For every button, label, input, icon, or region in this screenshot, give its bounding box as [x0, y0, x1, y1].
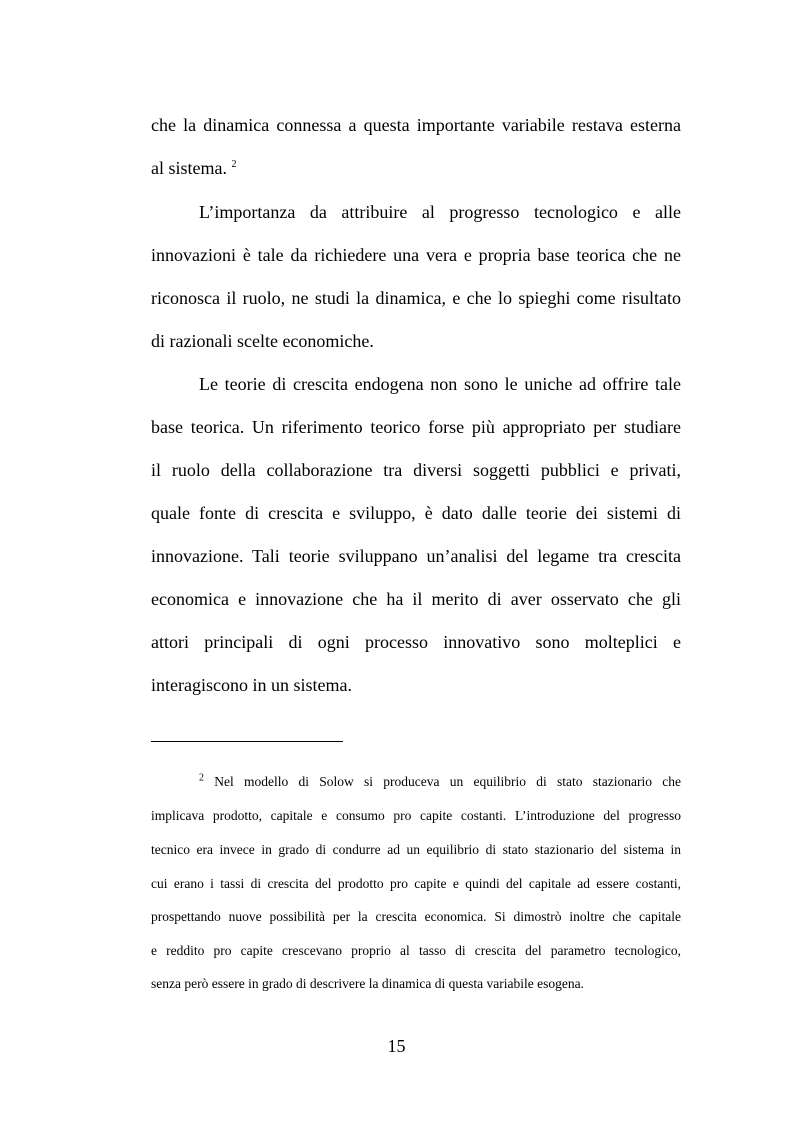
- body-line: di razionali scelte economiche.: [151, 331, 374, 351]
- footnote-line-content: [199, 774, 681, 789]
- body-line: quale fonte di crescita e sviluppo, è dato dalle teorie dei sistemi di: [151, 503, 681, 523]
- body-line: innovazione. Tali teorie sviluppano un’analisi del legame tra crescita: [151, 546, 681, 566]
- body-line: che la dinamica connessa a questa importante variabile restava esterna: [151, 115, 681, 135]
- page-number: 15: [387, 1036, 406, 1056]
- footnote-text: Nel modello di Solow si produceva un equilibrio di stato stazionario che: [214, 774, 682, 789]
- body-line: interagiscono in un sistema.: [151, 675, 352, 695]
- footnote-line: implicava prodotto, capitale e consumo pro capite costanti. L’introduzione del progresso: [151, 808, 681, 823]
- body-line: [151, 157, 681, 179]
- footnote-marker: 2: [199, 772, 204, 784]
- body-line: il ruolo della collaborazione tra diversi soggetti pubblici e privati,: [151, 460, 681, 480]
- body-line: Le teorie di crescita endogena non sono le uniche ad offrire tale: [199, 374, 681, 394]
- body-line: L’importanza da attribuire al progresso tecnologico e alle: [199, 202, 681, 222]
- footnote-separator: [151, 741, 343, 742]
- footnote-line: e reddito pro capite crescevano proprio al tasso di crescita del parametro tecnologico,: [151, 943, 681, 958]
- body-line: economica e innovazione che ha il merito di aver osservato che gli: [151, 589, 681, 609]
- footnote-line: tecnico era invece in grado di condurre ad un equilibrio di stato stazionario del sistema in: [151, 842, 681, 857]
- footnote-reference: 2: [231, 159, 237, 170]
- footnote-line: senza però essere in grado di descrivere la dinamica di questa variabile esogena.: [151, 976, 584, 991]
- body-line: innovazioni è tale da richiedere una vera e propria base teorica che ne: [151, 245, 681, 265]
- footnote-line: cui erano i tassi di crescita del prodotto pro capite e quindi del capitale ad essere costanti,: [151, 876, 681, 891]
- body-line: riconosca il ruolo, ne studi la dinamica, e che lo spieghi come risultato: [151, 288, 681, 308]
- body-line: attori principali di ogni processo innovativo sono molteplici e: [151, 632, 681, 652]
- body-line: base teorica. Un riferimento teorico forse più appropriato per studiare: [151, 417, 681, 437]
- footnote-line: prospettando nuove possibilità per la crescita economica. Si dimostrò inoltre che capitale: [151, 909, 681, 924]
- footnote-line: [199, 773, 681, 791]
- body-line-text: al sistema.: [151, 158, 227, 178]
